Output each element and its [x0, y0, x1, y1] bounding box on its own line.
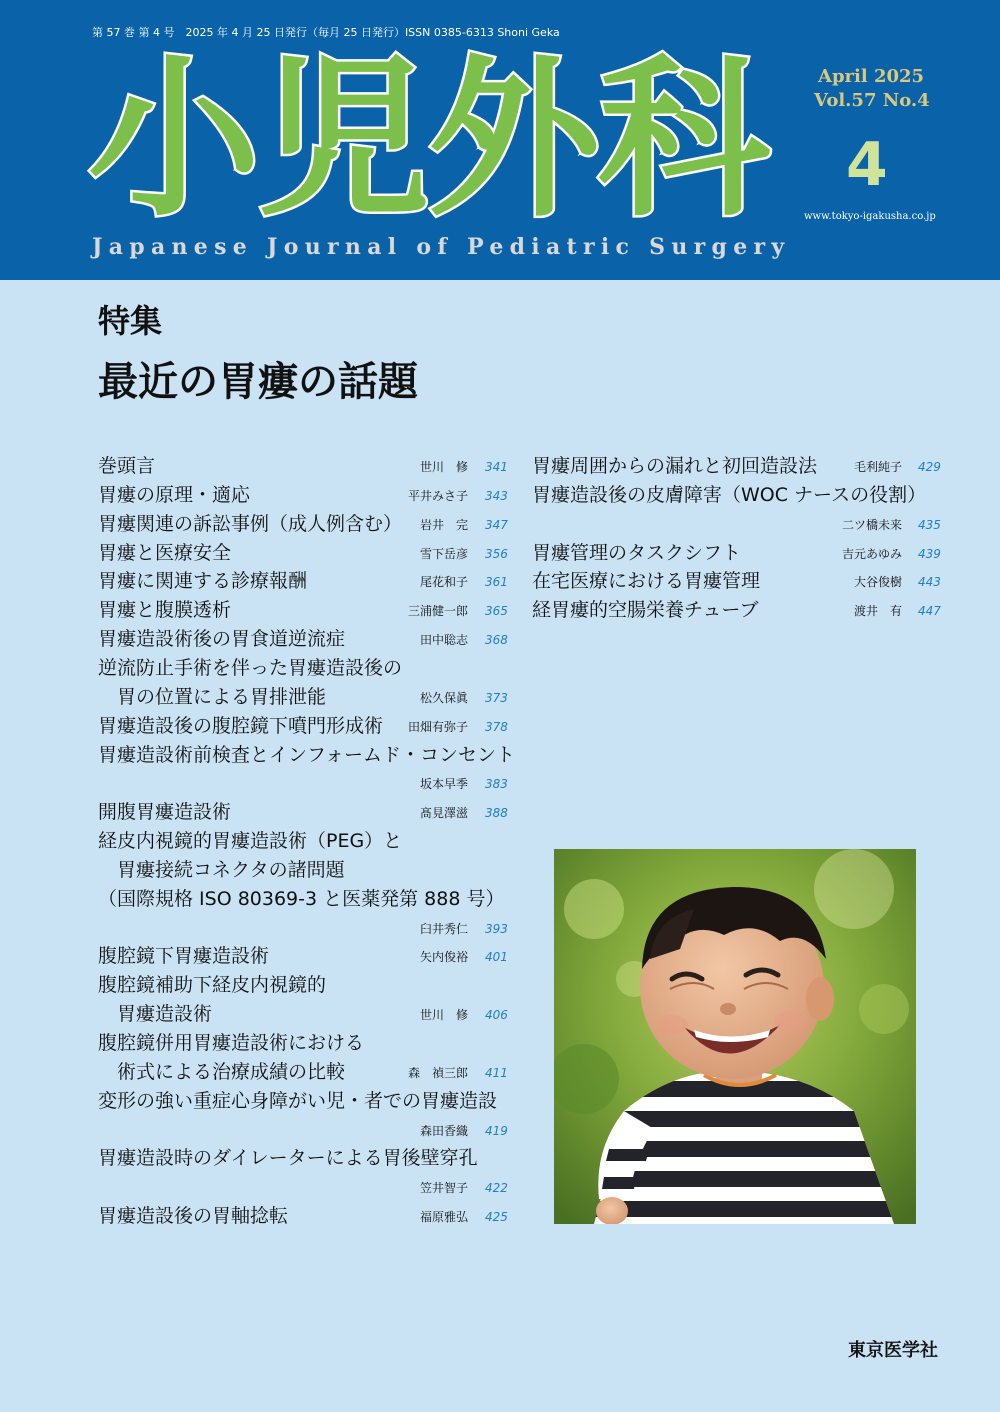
- toc-entry-author: 雪下岳彦: [419, 546, 468, 561]
- toc-entry-title: 胃瘻関連の訴訟事例（成人例含む）: [98, 512, 403, 535]
- toc-entry-title: 胃瘻と腹膜透析: [98, 599, 232, 622]
- toc-entry-author: 田畑有弥子: [407, 719, 468, 734]
- toc-entry: [98, 1029, 525, 1058]
- toc-entry-page: 425: [485, 1210, 508, 1225]
- toc-entry: [98, 683, 525, 712]
- toc-entry: [98, 1173, 525, 1202]
- toc-entry-author: 二ツ橋未来: [841, 517, 902, 532]
- publication-info: 第 57 巻 第 4 号 2025 年 4 月 25 日発行（毎月 25 日発行）ISSN 0385-6313 Shoni Geka: [92, 26, 560, 39]
- toc-entry-page: 378: [485, 719, 508, 734]
- toc-entry: [98, 798, 525, 827]
- toc-entry: [98, 452, 525, 481]
- issue-volume: Vol.57 No.4: [814, 90, 930, 111]
- toc-entry-title: 開腹胃瘻造設術: [98, 801, 232, 824]
- toc-entry: [532, 539, 958, 568]
- toc-entry-title: 逆流防止手術を伴った胃瘻造設後の: [98, 656, 403, 679]
- toc-entry: [98, 481, 525, 510]
- issue-number: 4: [846, 130, 888, 200]
- toc-entry: [532, 510, 958, 539]
- toc-entry-page: 447: [918, 604, 941, 619]
- toc-entry: [98, 1144, 525, 1173]
- toc-entry-author: 田中聡志: [419, 633, 468, 648]
- publisher-name: 東京医学社: [848, 1340, 938, 1361]
- toc-entry-title: 胃瘻周囲からの漏れと初回造設法: [532, 455, 818, 477]
- toc-entry-page: 341: [485, 460, 508, 474]
- toc-entry-page: 429: [918, 460, 941, 474]
- toc-entry-title: 術式による治療成績の比較: [98, 1060, 346, 1083]
- cover-photo-child: [554, 849, 916, 1224]
- toc-entry-title: 胃瘻に関連する診療報酬: [98, 570, 308, 593]
- journal-subtitle: Japanese Journal of Pediatric Surgery: [92, 234, 791, 260]
- toc-entry-author: 岩井 完: [419, 517, 468, 532]
- toc-entry-page: 343: [485, 488, 508, 503]
- toc-entry-author: 平井みさ子: [407, 488, 468, 503]
- child-photo-illustration: [554, 849, 916, 1224]
- toc-entry-title: 腹腔鏡併用胃瘻造設術における: [98, 1032, 365, 1054]
- toc-entry-author: 世川 修: [419, 1008, 468, 1023]
- toc-entry-title: 在宅医療における胃瘻管理: [532, 570, 761, 593]
- toc-entry-page: 401: [485, 950, 508, 965]
- feature-label: 特集: [98, 302, 163, 340]
- toc-entry: [98, 1202, 525, 1231]
- toc-entry-page: 443: [918, 575, 941, 590]
- toc-entry-page: 419: [485, 1123, 508, 1138]
- toc-entry-title: 胃瘻の原理・適応: [98, 483, 251, 506]
- toc-entry: [98, 1000, 525, 1029]
- toc-entry: [98, 1058, 525, 1087]
- toc-entry-title: 胃瘻造設術前検査とインフォームド・コンセント: [98, 743, 516, 766]
- toc-entry-author: 吉元あゆみ: [841, 546, 902, 561]
- toc-entry-author: 森 禎三郎: [407, 1065, 468, 1080]
- toc-entry: [98, 769, 525, 798]
- toc-entry-author: 渡井 有: [853, 604, 902, 619]
- toc-entry-page: 361: [485, 575, 508, 590]
- toc-entry-title: 経皮内視鏡的胃瘻造設術（PEG）と: [98, 830, 403, 853]
- toc-entry-page: 439: [918, 546, 941, 561]
- toc-entry-page: 435: [918, 517, 941, 532]
- cover-header: [0, 0, 1000, 280]
- journal-title: 小児外科: [88, 39, 768, 240]
- toc-entry: [98, 625, 525, 654]
- toc-entry-title: 胃瘻造設後の胃軸捻転: [98, 1205, 289, 1228]
- toc-entry-author: 毛利純子: [853, 460, 902, 474]
- toc-entry-title: 腹腔鏡下胃瘻造設術: [98, 945, 270, 968]
- toc-entry-page: 422: [485, 1181, 508, 1196]
- toc-entry-page: 411: [485, 1065, 508, 1080]
- toc-entry-author: 大谷俊樹: [853, 575, 902, 590]
- toc-entry-page: 365: [485, 604, 508, 619]
- toc-entry-title: 胃瘻造設後の皮膚障害（WOC ナースの役割）: [532, 483, 927, 506]
- toc-entry-page: 388: [485, 806, 508, 821]
- toc-entry-author: 松久保眞: [419, 690, 468, 705]
- toc-entry-author: 臼井秀仁: [419, 921, 468, 936]
- toc-entry: [532, 567, 958, 596]
- toc-entry: [532, 481, 958, 510]
- toc-entry: [98, 712, 525, 741]
- toc-entry-page: 406: [485, 1008, 508, 1023]
- toc-entry-page: 347: [485, 517, 508, 532]
- toc-entry-title: 胃瘻造設術: [98, 1003, 213, 1026]
- toc-entry: [98, 539, 525, 568]
- toc-entry-author: 尾花和子: [419, 575, 468, 590]
- toc-entry-page: 373: [485, 690, 508, 705]
- toc-entry: [98, 914, 525, 943]
- toc-entry-page: 368: [485, 633, 508, 648]
- feature-title: 最近の胃瘻の話題: [98, 359, 418, 405]
- toc-entry: [532, 452, 958, 481]
- toc-entry-title: 変形の強い重症心身障がい児・者での胃瘻造設: [98, 1089, 498, 1112]
- toc-entry: [98, 510, 525, 539]
- toc-entry-title: 胃瘻管理のタスクシフト: [532, 541, 742, 564]
- toc-entry-author: 福原雅弘: [419, 1210, 468, 1225]
- toc-entry: [98, 942, 525, 971]
- toc-entry-author: 髙見澤滋: [419, 806, 468, 821]
- toc-entry: [98, 1087, 525, 1116]
- toc-entry-title: 胃瘻造設時のダイレーターによる胃後壁穿孔: [98, 1147, 478, 1170]
- website-url[interactable]: www.tokyo-igakusha.co.jp: [804, 211, 936, 222]
- toc-entry-title: （国際規格 ISO 80369-3 と医薬発第 888 号）: [98, 887, 505, 910]
- toc-entry-author: 坂本早季: [419, 777, 468, 792]
- toc-entry: [532, 596, 958, 625]
- toc-entry: [98, 1116, 525, 1145]
- toc-entry-title: 胃瘻造設後の腹腔鏡下噴門形成術: [98, 714, 384, 737]
- toc-entry: [98, 856, 525, 885]
- toc-entry-title: 巻頭言: [98, 455, 156, 477]
- toc-entry-author: 笠井智子: [419, 1181, 468, 1196]
- toc-entry-title: 胃瘻と医療安全: [98, 541, 232, 564]
- toc-entry: [98, 971, 525, 1000]
- toc-entry: [98, 885, 525, 914]
- toc-entry: [98, 654, 525, 683]
- toc-entry: [98, 567, 525, 596]
- toc-entry-author: 世川 修: [419, 460, 468, 474]
- toc-entry-title: 胃の位置による胃排泄能: [98, 685, 327, 708]
- toc-entry-author: 矢内俊裕: [419, 950, 468, 965]
- toc-entry-page: 393: [485, 921, 508, 936]
- toc-entry: [98, 741, 525, 770]
- toc-entry-title: 腹腔鏡補助下経皮内視鏡的: [98, 974, 327, 997]
- issue-date: April 2025: [818, 66, 925, 87]
- toc-entry-title: 経胃瘻的空腸栄養チューブ: [532, 599, 759, 622]
- toc-entry: [98, 596, 525, 625]
- toc-entry-author: 三浦健一郎: [407, 604, 468, 619]
- toc-entry-page: 383: [485, 777, 508, 792]
- toc-entry-title: 胃瘻接続コネクタの諸問題: [98, 858, 345, 881]
- toc-entry-author: 森田香織: [419, 1123, 468, 1138]
- toc-entry-page: 356: [485, 546, 508, 561]
- toc-entry: [98, 827, 525, 856]
- toc-entry-title: 胃瘻造設術後の胃食道逆流症: [98, 628, 346, 651]
